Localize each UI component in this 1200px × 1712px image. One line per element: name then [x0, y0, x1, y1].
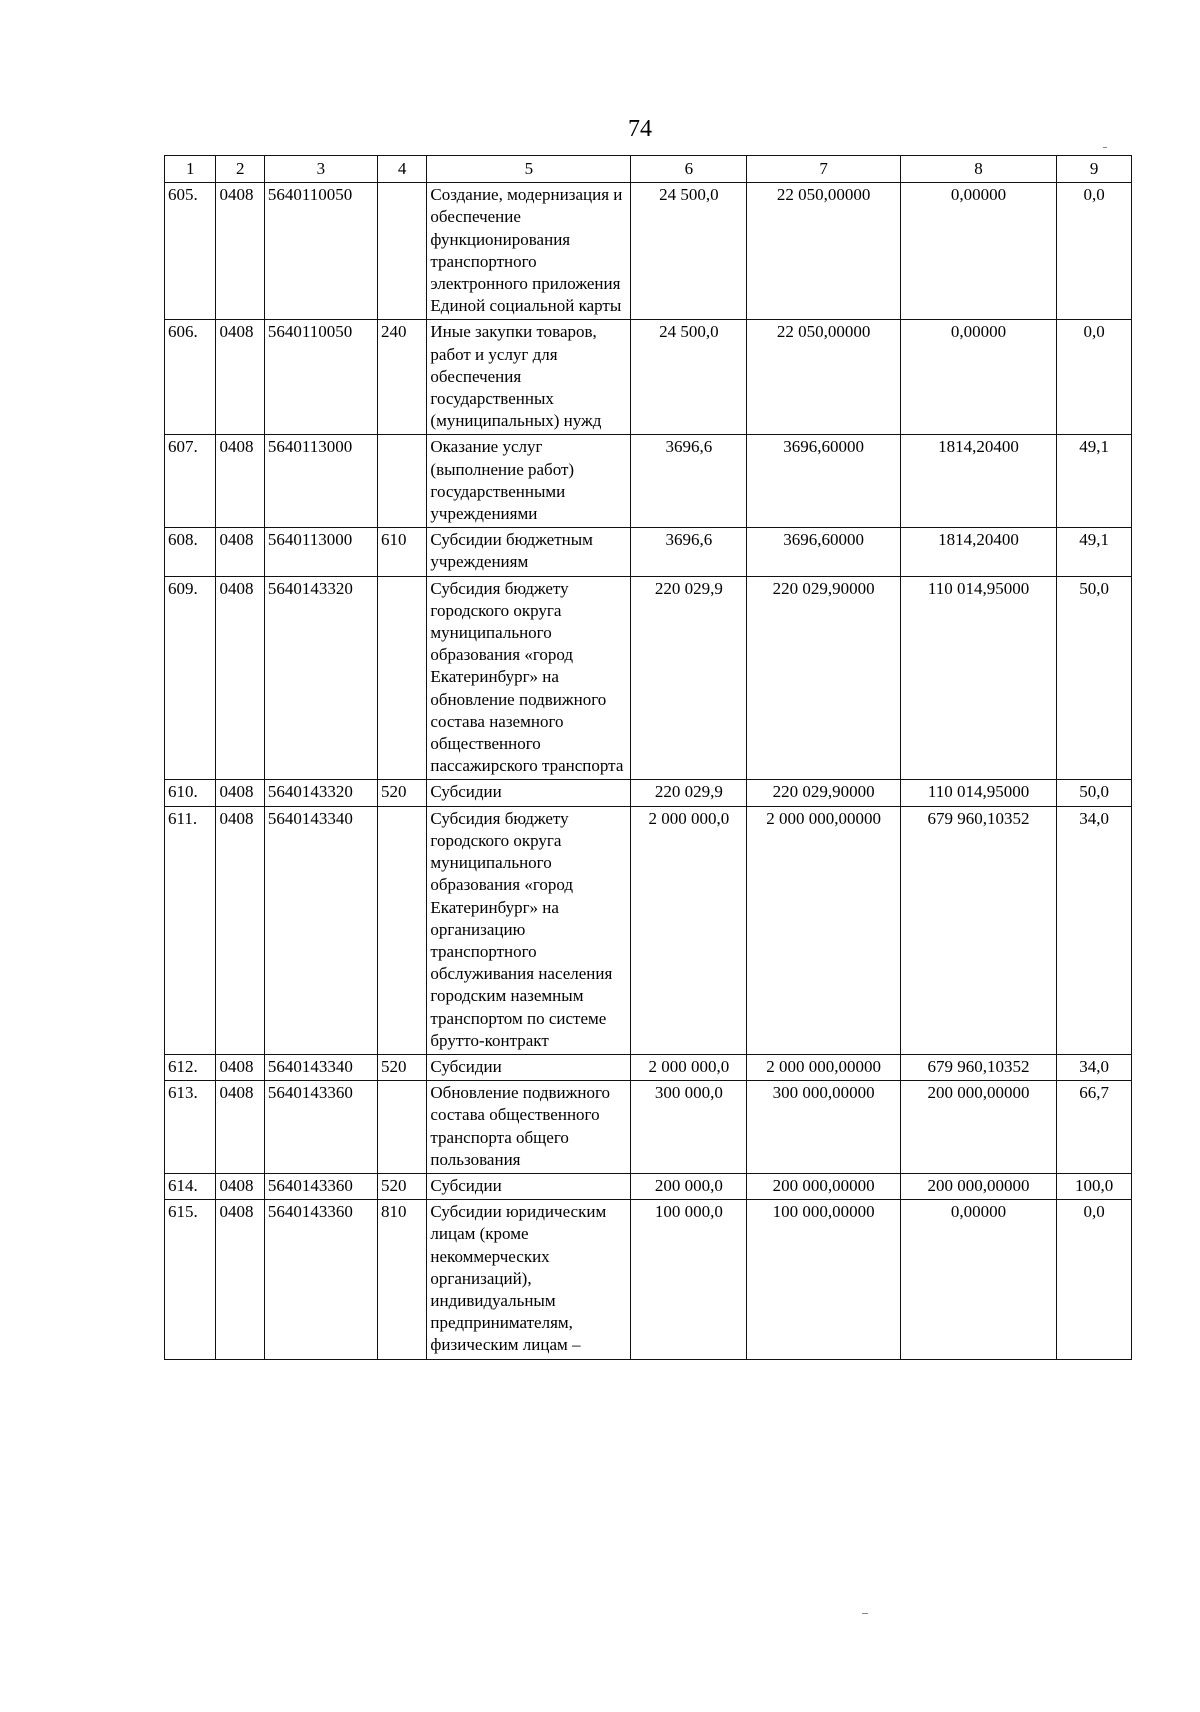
target-code: 5640113000 — [264, 528, 377, 576]
executed-value: 0,00000 — [900, 183, 1056, 320]
item-name: Субсидия бюджету городского округа муниципального образования «город Екатеринбург» на организацию транспортного обслуживания населения городским наземным транспортом по системе брутто-контракт — [427, 806, 631, 1054]
column-header: 9 — [1057, 156, 1132, 183]
item-name: Обновление подвижного состава общественного транспорта общего пользования — [427, 1081, 631, 1174]
plan-value: 24 500,0 — [631, 320, 747, 435]
percent-value: 0,0 — [1057, 1200, 1132, 1359]
expense-type: 610 — [377, 528, 426, 576]
target-code: 5640143360 — [264, 1173, 377, 1199]
item-name: Субсидии — [427, 1173, 631, 1199]
row-number: 615. — [165, 1200, 216, 1359]
allocated-value: 100 000,00000 — [747, 1200, 900, 1359]
expense-type: 520 — [377, 1054, 426, 1080]
row-number: 607. — [165, 435, 216, 528]
section-code: 0408 — [216, 576, 264, 780]
section-code: 0408 — [216, 183, 264, 320]
executed-value: 1814,20400 — [900, 435, 1056, 528]
plan-value: 24 500,0 — [631, 183, 747, 320]
allocated-value: 3696,60000 — [747, 528, 900, 576]
item-name: Субсидия бюджету городского округа муниципального образования «город Екатеринбург» на обновление подвижного состава наземного общественного пассажирского транспорта — [427, 576, 631, 780]
column-header: 4 — [377, 156, 426, 183]
plan-value: 3696,6 — [631, 435, 747, 528]
row-number: 609. — [165, 576, 216, 780]
target-code: 5640110050 — [264, 320, 377, 435]
item-name: Субсидии — [427, 780, 631, 806]
executed-value: 679 960,10352 — [900, 806, 1056, 1054]
section-code: 0408 — [216, 1081, 264, 1174]
target-code: 5640113000 — [264, 435, 377, 528]
percent-value: 49,1 — [1057, 435, 1132, 528]
section-code: 0408 — [216, 780, 264, 806]
expense-type — [377, 806, 426, 1054]
item-name: Субсидии юридическим лицам (кроме некоммерческих организаций), индивидуальным предпринимателям, физическим лицам – — [427, 1200, 631, 1359]
table-row — [165, 528, 1132, 576]
expense-type: 240 — [377, 320, 426, 435]
item-name: Субсидии бюджетным учреждениям — [427, 528, 631, 576]
executed-value: 679 960,10352 — [900, 1054, 1056, 1080]
plan-value: 3696,6 — [631, 528, 747, 576]
allocated-value: 2 000 000,00000 — [747, 806, 900, 1054]
section-code: 0408 — [216, 320, 264, 435]
percent-value: 50,0 — [1057, 780, 1132, 806]
percent-value: 34,0 — [1057, 806, 1132, 1054]
allocated-value: 300 000,00000 — [747, 1081, 900, 1174]
target-code: 5640143320 — [264, 780, 377, 806]
item-name: Оказание услуг (выполнение работ) государственными учреждениями — [427, 435, 631, 528]
section-code: 0408 — [216, 1054, 264, 1080]
row-number: 605. — [165, 183, 216, 320]
table-row — [165, 780, 1132, 806]
row-number: 612. — [165, 1054, 216, 1080]
page-number: 74 — [628, 116, 652, 142]
table-row — [165, 320, 1132, 435]
plan-value: 220 029,9 — [631, 780, 747, 806]
section-code: 0408 — [216, 435, 264, 528]
section-code: 0408 — [216, 528, 264, 576]
table-header-row — [165, 156, 1132, 183]
target-code: 5640143360 — [264, 1081, 377, 1174]
allocated-value: 3696,60000 — [747, 435, 900, 528]
plan-value: 2 000 000,0 — [631, 1054, 747, 1080]
executed-value: 0,00000 — [900, 320, 1056, 435]
target-code: 5640143320 — [264, 576, 377, 780]
table-row — [165, 435, 1132, 528]
row-number: 611. — [165, 806, 216, 1054]
target-code: 5640143340 — [264, 1054, 377, 1080]
table-body — [165, 183, 1132, 1359]
table-row — [165, 1081, 1132, 1174]
expense-type — [377, 435, 426, 528]
table-row — [165, 183, 1132, 320]
executed-value: 110 014,95000 — [900, 780, 1056, 806]
executed-value: 0,00000 — [900, 1200, 1056, 1359]
expense-type: 810 — [377, 1200, 426, 1359]
column-header: 2 — [216, 156, 264, 183]
column-header: 8 — [900, 156, 1056, 183]
executed-value: 200 000,00000 — [900, 1081, 1056, 1174]
row-number: 614. — [165, 1173, 216, 1199]
allocated-value: 220 029,90000 — [747, 576, 900, 780]
expense-type: 520 — [377, 780, 426, 806]
target-code: 5640143340 — [264, 806, 377, 1054]
allocated-value: 22 050,00000 — [747, 183, 900, 320]
budget-table — [164, 155, 1132, 1360]
executed-value: 1814,20400 — [900, 528, 1056, 576]
column-header: 6 — [631, 156, 747, 183]
plan-value: 100 000,0 — [631, 1200, 747, 1359]
section-code: 0408 — [216, 1173, 264, 1199]
allocated-value: 2 000 000,00000 — [747, 1054, 900, 1080]
plan-value: 2 000 000,0 — [631, 806, 747, 1054]
table-row — [165, 1054, 1132, 1080]
item-name: Субсидии — [427, 1054, 631, 1080]
expense-type — [377, 1081, 426, 1174]
section-code: 0408 — [216, 1200, 264, 1359]
column-header: 3 — [264, 156, 377, 183]
expense-type — [377, 183, 426, 320]
allocated-value: 22 050,00000 — [747, 320, 900, 435]
percent-value: 0,0 — [1057, 320, 1132, 435]
plan-value: 300 000,0 — [631, 1081, 747, 1174]
row-number: 606. — [165, 320, 216, 435]
item-name: Создание, модернизация и обеспечение функционирования транспортного электронного приложения Единой социальной карты — [427, 183, 631, 320]
scan-speck — [862, 1613, 868, 1614]
table-row — [165, 1200, 1132, 1359]
target-code: 5640110050 — [264, 183, 377, 320]
column-header: 1 — [165, 156, 216, 183]
allocated-value: 200 000,00000 — [747, 1173, 900, 1199]
expense-type — [377, 576, 426, 780]
table-row — [165, 1173, 1132, 1199]
table-row — [165, 806, 1132, 1054]
target-code: 5640143360 — [264, 1200, 377, 1359]
percent-value: 34,0 — [1057, 1054, 1132, 1080]
executed-value: 110 014,95000 — [900, 576, 1056, 780]
column-header: 5 — [427, 156, 631, 183]
section-code: 0408 — [216, 806, 264, 1054]
item-name: Иные закупки товаров, работ и услуг для обеспечения государственных (муниципальных) нужд — [427, 320, 631, 435]
row-number: 608. — [165, 528, 216, 576]
row-number: 610. — [165, 780, 216, 806]
allocated-value: 220 029,90000 — [747, 780, 900, 806]
percent-value: 100,0 — [1057, 1173, 1132, 1199]
expense-type: 520 — [377, 1173, 426, 1199]
percent-value: 0,0 — [1057, 183, 1132, 320]
percent-value: 49,1 — [1057, 528, 1132, 576]
scan-speck — [1103, 147, 1107, 148]
percent-value: 50,0 — [1057, 576, 1132, 780]
plan-value: 200 000,0 — [631, 1173, 747, 1199]
column-header: 7 — [747, 156, 900, 183]
row-number: 613. — [165, 1081, 216, 1174]
plan-value: 220 029,9 — [631, 576, 747, 780]
percent-value: 66,7 — [1057, 1081, 1132, 1174]
executed-value: 200 000,00000 — [900, 1173, 1056, 1199]
table-row — [165, 576, 1132, 780]
